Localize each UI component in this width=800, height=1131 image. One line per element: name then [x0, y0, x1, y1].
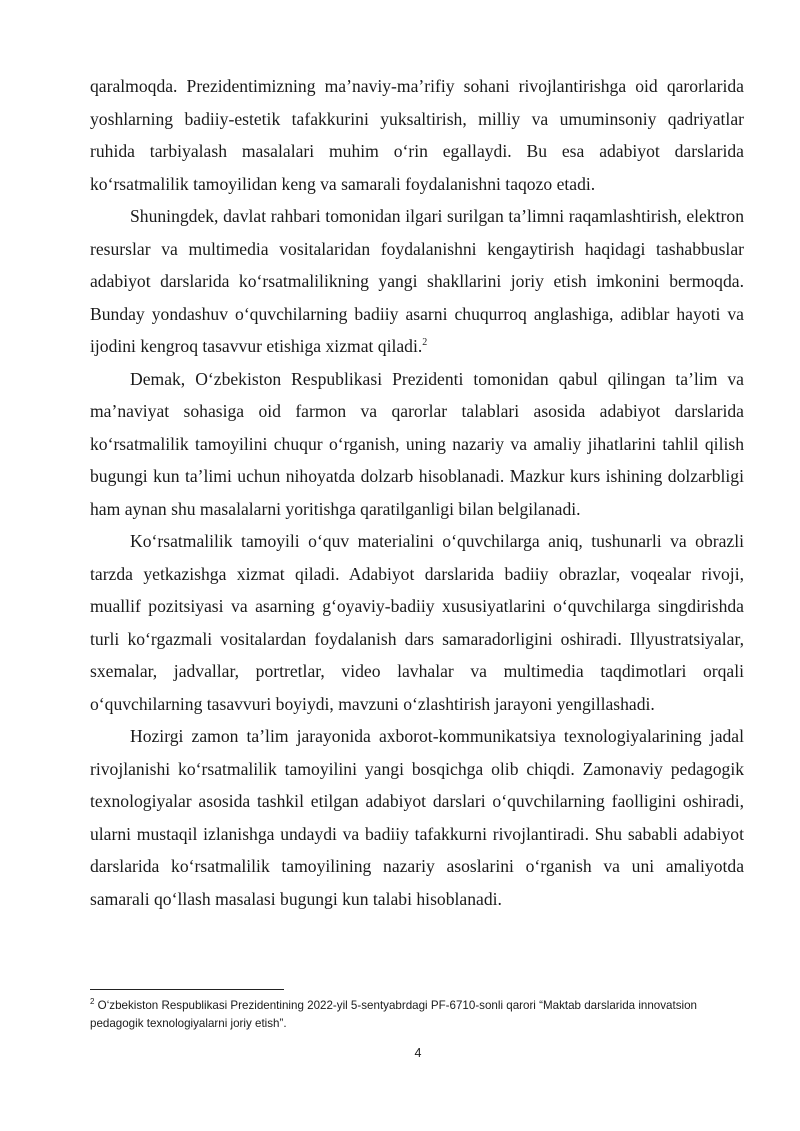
- paragraph-2-text: Shuningdek, davlat rahbari tomonidan ilgari surilgan ta’limni raqamlashtirish, elektron resurslar va multimedia vositalaridan foydalanishni kengaytirish haqidagi tashabbuslar adabiyot darslarida ko‘rsatmalilikning yangi shakllarini joriy etish imkonini bermoqda. Bunday yondashuv o‘quvchilarning badiiy asarni chuqurroq anglashiga, adiblar hayoti va ijodini kengroq tasavvur etishiga xizmat qiladi.: [90, 206, 744, 356]
- paragraph-2: [90, 200, 744, 363]
- page-number: 4: [414, 1046, 422, 1060]
- footnote: [90, 997, 750, 1032]
- paragraph-1: qaralmoqda. Prezidentimizning ma’naviy-ma’rifiy sohani rivojlantirishga oid qarorlarida yoshlarning badiiy-estetik tafakkurini yuksaltirish, milliy va umuminsoniy qadriyatlar ruhida tarbiyalash masalalari muhim o‘rin egallaydi. Bu esa adabiyot darslarida ko‘rsatmalilik tamoyilidan keng va samarali foydalanishni taqozo etadi.: [90, 76, 744, 194]
- paragraph-3: Demak, O‘zbekiston Respublikasi Prezidenti tomonidan qabul qilingan ta’lim va ma’naviyat sohasiga oid farmon va qarorlar talablari asosida adabiyot darslarida ko‘rsatmalilik tamoyilini chuqur o‘rganish, uning nazariy va amaliy jihatlarini tahlil qilish bugungi kun ta’limi uchun nihoyatda dolzarb hisoblanadi. Mazkur kurs ishining dolzarbligi ham aynan shu masalalarni yoritishga qaratilganligi bilan belgilanadi.: [90, 368, 744, 519]
- paragraph-5: Hozirgi zamon ta’lim jarayonida axborot-kommunikatsiya texnologiyalarining jadal rivojlanishi ko‘rsatmalilik tamoyilini yangi bosqichga olib chiqdi. Zamonaviy pedagogik texnologiyalar asosida tashkil etilgan adabiyot darslari o‘quvchilarning faolligini oshiradi, ularni mustaqil izlanishga undaydi va badiiy tafakkurni rivojlantiradi. Shu sababli adabiyot darslarida ko‘rsatmalilik tamoyilining nazariy asoslarini o‘rganish va uni amaliyotda samarali qo‘llash masalasi bugungi kun talabi hisoblanadi.: [90, 726, 744, 909]
- footnote-separator: [90, 989, 284, 990]
- footnote-marker: 2: [90, 997, 95, 1007]
- footnote-reference: 2: [422, 337, 428, 349]
- body-text: [90, 70, 744, 915]
- paragraph-4: Ko‘rsatmalilik tamoyili o‘quv materialini o‘quvchilarga aniq, tushunarli va obrazli tarzda yetkazishga xizmat qiladi. Adabiyot darslarida badiiy obrazlar, voqealar rivoji, muallif pozitsiyasi va asarning g‘oyaviy-badiiy xususiyatlarini o‘quvchilarga singdirishda turli ko‘rgazmali vositalardan foydalanish dars samaradorligini oshiradi. Illyustratsiyalar, sxemalar, jadvallar, portretlar, video lavhalar va multimedia taqdimotlari orqali o‘quvchilarning tasavvuri boyiydi, mavzuni o‘zlashtirish jarayoni yengillashadi.: [90, 531, 744, 714]
- footnote-text: O‘zbekiston Respublikasi Prezidentining 2022-yil 5-sentyabrdagi PF-6710-sonli qarori “Maktab darslarida innovatsion pedagogik texnologiyalarni joriy etish”.: [90, 999, 697, 1030]
